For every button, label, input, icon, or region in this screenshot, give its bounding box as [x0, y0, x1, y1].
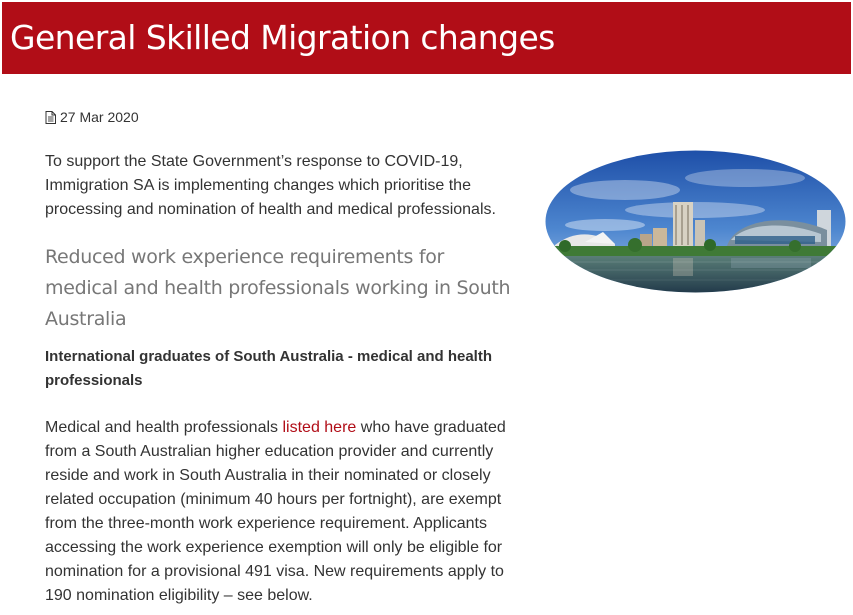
listed-here-link[interactable]: listed here	[282, 419, 357, 436]
section-subheading: International graduates of South Australia - medical and health professionals	[45, 348, 493, 389]
intro-paragraph: To support the State Government’s response to COVID-19, Immigration SA is implementing changes which prioritise the processing and nomination of health and medical professionals.	[45, 153, 496, 218]
page-title: General Skilled Migration changes	[10, 18, 555, 57]
page-title-banner	[2, 2, 851, 74]
body-text-start: Medical and health professionals	[45, 419, 283, 436]
adelaide-skyline-photo	[545, 150, 846, 293]
section-heading: Reduced work experience requirements for medical and health professionals working in South Australia	[45, 246, 511, 330]
publish-date	[45, 108, 139, 126]
document-icon	[45, 111, 56, 124]
body-text-end: who have graduated from a South Australian higher education provider and currently reside and work in South Australia in their nominated or closely related occupation (minimum 40 hours per fortnight), are exempt from the three-month work experience requirement. Applicants accessing the work experience exemption will only be eligible for nomination for a provisional 491 visa. New requirements apply to 190 nomination eligibility – see below.	[45, 419, 506, 604]
publish-date-text: 27 Mar 2020	[60, 109, 139, 125]
body-paragraph	[45, 416, 520, 608]
